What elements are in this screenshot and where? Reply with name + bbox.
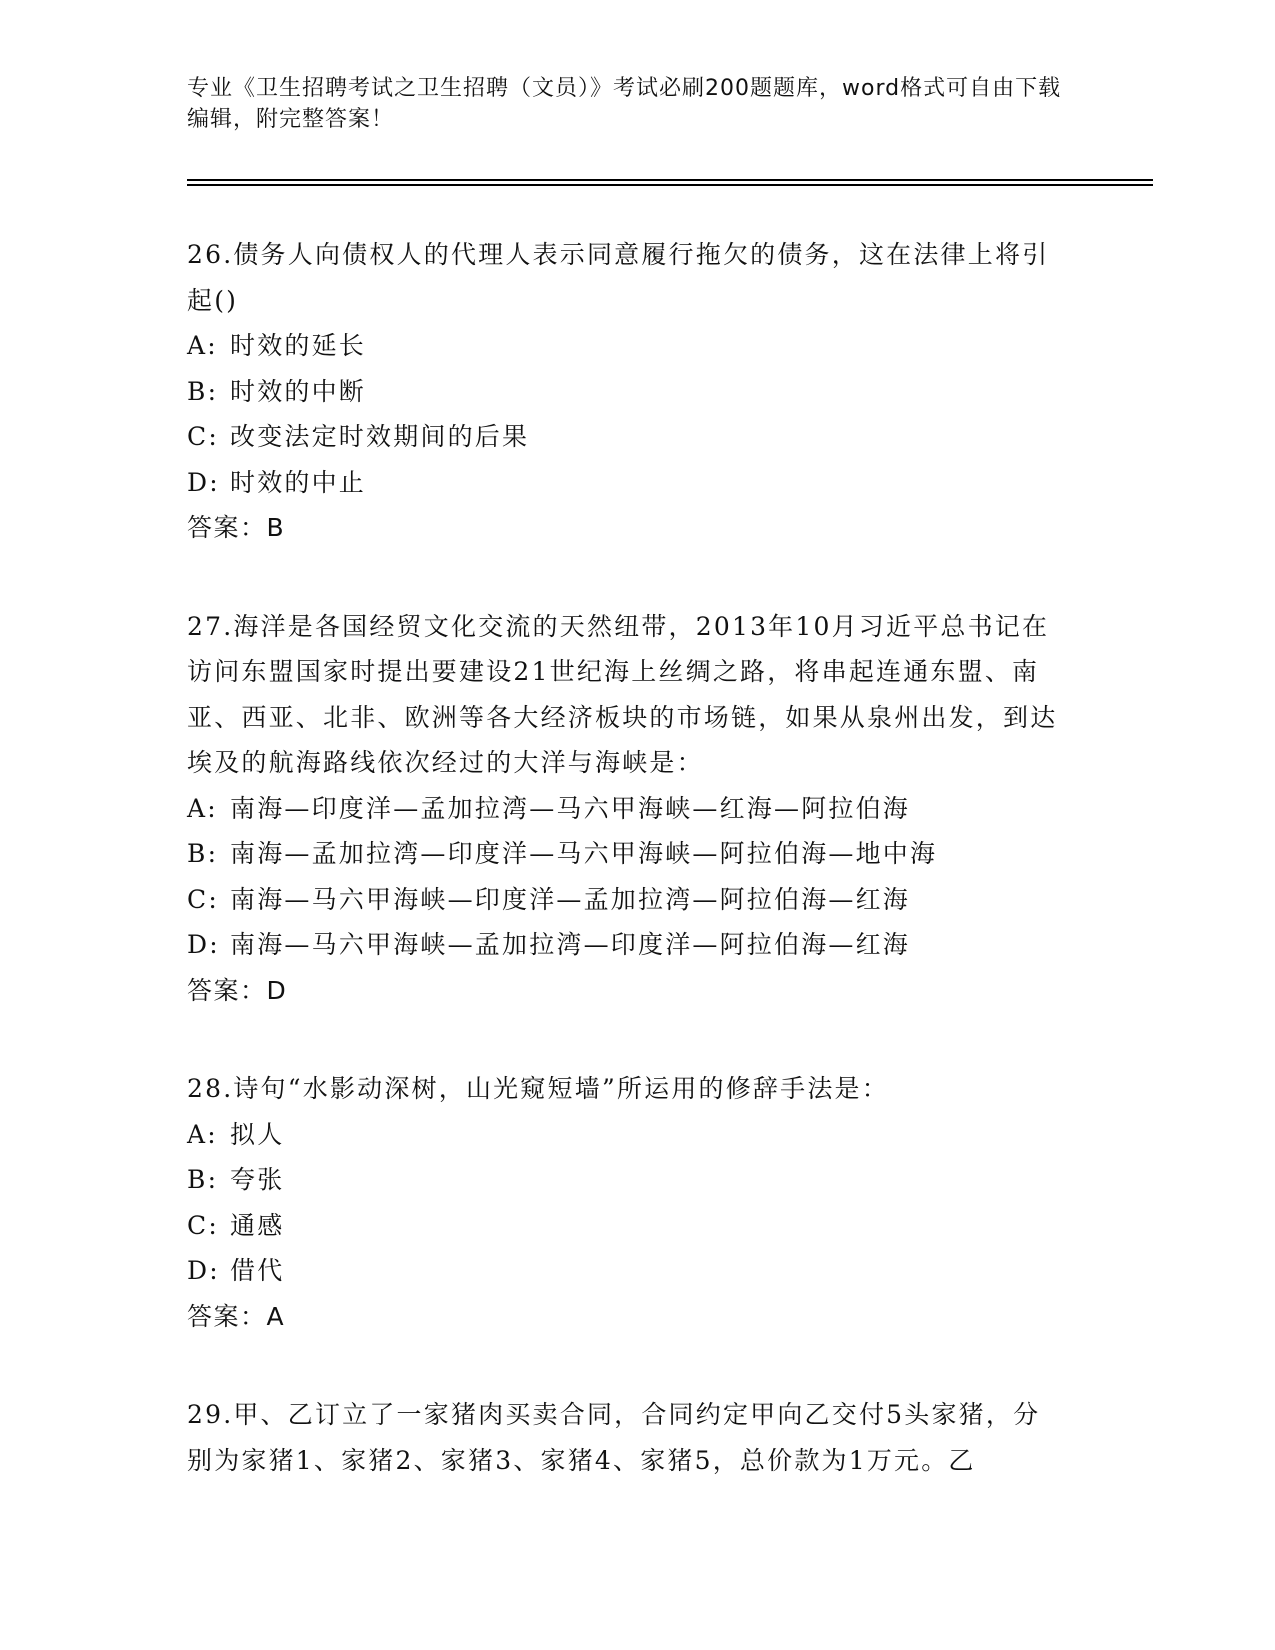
- question-item: [187, 604, 1087, 1014]
- question-item: [187, 232, 1087, 551]
- option-letter: A:: [187, 1119, 218, 1149]
- question-text: 29.甲、乙订立了一家猪肉买卖合同，合同约定甲向乙交付5头家猪，分别为家猪1、家猪2、家猪3、家猪4、家猪5，总价款为1万元。乙: [187, 1400, 1041, 1475]
- question-item: [187, 1392, 1087, 1483]
- option-letter: B:: [187, 1165, 219, 1194]
- document-header: 专业《卫生招聘考试之卫生招聘（文员）》考试必刷200题题库，word格式可自由下载编辑，附完整答案！: [187, 76, 1062, 132]
- option-d: [187, 460, 1087, 506]
- question-list: [187, 232, 1087, 1536]
- question-text: 28.诗句“水影动深树，山光窥短墙”所运用的修辞手法是：: [187, 1074, 889, 1103]
- option-text: 时效的中断: [230, 376, 367, 406]
- option-b: [187, 1157, 1087, 1203]
- option-a: [187, 323, 1087, 369]
- header-divider-bottom: [187, 184, 1153, 186]
- option-a: [187, 786, 1087, 832]
- option-text: 拟人: [230, 1119, 285, 1149]
- option-c: [187, 877, 1087, 923]
- option-b: [187, 831, 1087, 877]
- option-letter: C:: [187, 422, 219, 451]
- option-letter: D:: [187, 930, 220, 959]
- answer-line: 答案：A: [187, 1301, 286, 1331]
- option-text: 借代: [230, 1256, 285, 1285]
- option-text: 南海—孟加拉湾—印度洋—马六甲海峡—阿拉伯海—地中海: [230, 839, 938, 868]
- option-letter: C:: [187, 884, 219, 914]
- option-d: [187, 922, 1087, 968]
- option-letter: A:: [187, 793, 218, 823]
- option-text: 夸张: [230, 1165, 285, 1194]
- option-letter: B:: [187, 376, 219, 406]
- option-letter: A:: [187, 331, 218, 360]
- question-text: 26.债务人向债权人的代理人表示同意履行拖欠的债务，这在法律上将引起(): [187, 240, 1050, 315]
- option-c: [187, 414, 1087, 460]
- option-d: [187, 1248, 1087, 1294]
- option-a: [187, 1112, 1087, 1158]
- option-letter: B:: [187, 839, 219, 868]
- option-letter: D:: [187, 1256, 220, 1285]
- option-text: 改变法定时效期间的后果: [230, 422, 530, 451]
- option-text: 南海—马六甲海峡—印度洋—孟加拉湾—阿拉伯海—红海: [230, 884, 911, 914]
- answer-line: 答案：D: [187, 975, 288, 1005]
- option-text: 时效的中止: [230, 467, 367, 497]
- question-item: [187, 1066, 1087, 1339]
- question-text: 27.海洋是各国经贸文化交流的天然纽带，2013年10月习近平总书记在访问东盟国家时提出要建设21世纪海上丝绸之路，将串起连通东盟、南亚、西亚、北非、欧洲等各大经济板块的市场链，如果从泉州出发，到达埃及的航海路线依次经过的大洋与海峡是：: [187, 611, 1058, 777]
- option-text: 南海—印度洋—孟加拉湾—马六甲海峡—红海—阿拉伯海: [230, 793, 911, 823]
- option-text: 时效的延长: [230, 331, 367, 360]
- option-text: 通感: [230, 1210, 285, 1240]
- answer-line: 答案：B: [187, 513, 286, 542]
- option-c: [187, 1203, 1087, 1249]
- option-text: 南海—马六甲海峡—孟加拉湾—印度洋—阿拉伯海—红海: [230, 930, 911, 959]
- header-divider-top: [187, 179, 1153, 181]
- option-b: [187, 369, 1087, 415]
- option-letter: D:: [187, 467, 220, 497]
- option-letter: C:: [187, 1210, 219, 1240]
